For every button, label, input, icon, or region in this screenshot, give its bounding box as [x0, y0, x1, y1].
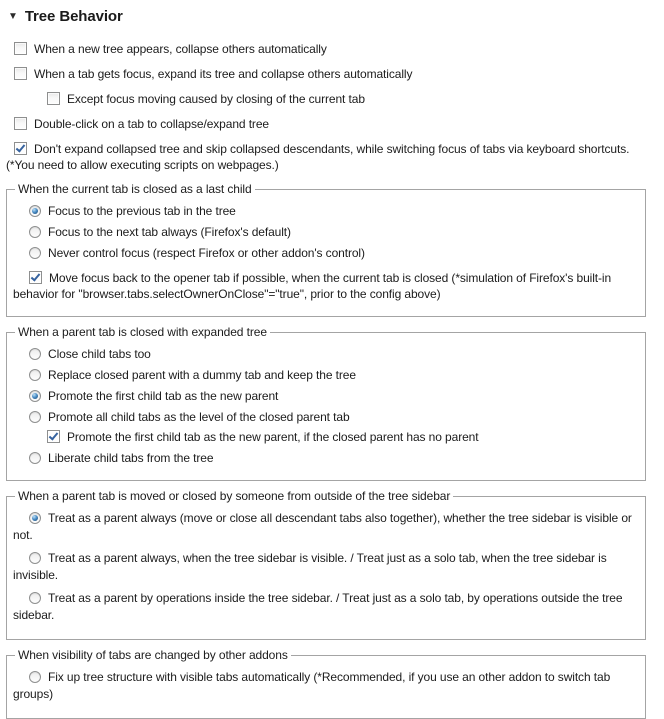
- group-parent-tab-closed-expanded-tree: [6, 325, 646, 481]
- radio-label[interactable]: Fix up tree structure with visible tabs automatically (*Recommended, if you use an other addon to switch tab groups): [13, 670, 611, 701]
- radio-row-promote-first-child[interactable]: [13, 388, 637, 404]
- radio-button[interactable]: [29, 205, 41, 217]
- checkbox-row-except-focus-on-close[interactable]: [6, 91, 648, 107]
- checkbox-label[interactable]: Promote the first child tab as the new parent, if the closed parent has no parent: [67, 430, 479, 444]
- radio-row-liberate-child-tabs[interactable]: [13, 450, 637, 466]
- checkbox[interactable]: [14, 67, 27, 80]
- radio-row-fix-up-tree-structure[interactable]: [13, 669, 637, 703]
- radio-row-treat-as-parent-always[interactable]: [13, 510, 637, 544]
- collapse-triangle-icon[interactable]: ▼: [8, 11, 18, 22]
- section-header: [8, 8, 648, 25]
- radio-button[interactable]: [29, 390, 41, 402]
- radio-row-treat-as-parent-inside-sidebar[interactable]: [13, 590, 637, 624]
- radio-button[interactable]: [29, 411, 41, 423]
- checkbox-label[interactable]: When a tab gets focus, expand its tree and collapse others automatically: [34, 67, 413, 81]
- radio-label[interactable]: Liberate child tabs from the tree: [48, 451, 214, 465]
- checkbox[interactable]: [47, 430, 60, 443]
- checkbox[interactable]: [29, 271, 42, 284]
- radio-row-focus-next-tab[interactable]: [13, 224, 637, 240]
- radio-button[interactable]: [29, 552, 41, 564]
- radio-label[interactable]: Never control focus (respect Firefox or other addon's control): [48, 246, 365, 260]
- checkbox-label[interactable]: Don't expand collapsed tree and skip collapsed descendants, while switching focus of tabs via keyboard shortcuts. (*You need to allow executing scripts on webpages.): [6, 142, 630, 172]
- group-current-tab-closed-as-last-child: [6, 182, 646, 317]
- radio-row-promote-all-children[interactable]: [13, 409, 637, 425]
- group-legend: When a parent tab is closed with expanded tree: [18, 325, 267, 339]
- radio-label[interactable]: Focus to the next tab always (Firefox's default): [48, 225, 291, 239]
- checkbox-row-expand-tree-on-focus[interactable]: [6, 66, 648, 82]
- radio-label[interactable]: Treat as a parent by operations inside the tree sidebar. / Treat just as a solo tab, by operations outside the tree sidebar.: [13, 591, 623, 622]
- group-legend: When visibility of tabs are changed by other addons: [18, 648, 288, 662]
- group-legend: When the current tab is closed as a last child: [18, 182, 252, 196]
- radio-button[interactable]: [29, 452, 41, 464]
- radio-label[interactable]: Promote the first child tab as the new parent: [48, 389, 279, 403]
- checkbox-row-move-focus-to-opener[interactable]: [13, 270, 637, 302]
- radio-label[interactable]: Treat as a parent always (move or close all descendant tabs also together), whether the tree sidebar is visible or not.: [13, 511, 632, 542]
- checkbox-label[interactable]: Except focus moving caused by closing of the current tab: [67, 92, 365, 106]
- radio-button[interactable]: [29, 592, 41, 604]
- group-parent-tab-moved-from-outside: [6, 489, 646, 640]
- checkbox-label[interactable]: Move focus back to the opener tab if possible, when the current tab is closed (*simulation of Firefox's built-in behavior for "browser.tabs.selectOwnerOnClose"="true", prior to the config above): [13, 271, 612, 301]
- radio-row-replace-with-dummy-tab[interactable]: [13, 367, 637, 383]
- checkbox[interactable]: [47, 92, 60, 105]
- radio-row-treat-as-parent-when-visible[interactable]: [13, 550, 637, 584]
- radio-button[interactable]: [29, 226, 41, 238]
- radio-label[interactable]: Treat as a parent always, when the tree sidebar is visible. / Treat just as a solo tab, when the tree sidebar is invisible.: [13, 551, 607, 582]
- checkbox[interactable]: [14, 117, 27, 130]
- radio-button[interactable]: [29, 512, 41, 524]
- group-tab-visibility-changed-by-addons: [6, 648, 646, 719]
- radio-label[interactable]: Focus to the previous tab in the tree: [48, 204, 236, 218]
- checkbox-row-collapse-others-on-new-tree[interactable]: [6, 41, 648, 57]
- radio-label[interactable]: Promote all child tabs as the level of the closed parent tab: [48, 410, 350, 424]
- radio-button[interactable]: [29, 369, 41, 381]
- radio-label[interactable]: Replace closed parent with a dummy tab and keep the tree: [48, 368, 356, 382]
- radio-row-never-control-focus[interactable]: [13, 245, 637, 261]
- checkbox-label[interactable]: Double-click on a tab to collapse/expand tree: [34, 117, 269, 131]
- radio-button[interactable]: [29, 247, 41, 259]
- radio-row-focus-previous-tab[interactable]: [13, 203, 637, 219]
- group-legend: When a parent tab is moved or closed by someone from outside of the tree sidebar: [18, 489, 451, 503]
- radio-button[interactable]: [29, 348, 41, 360]
- checkbox-row-double-click-collapse[interactable]: [6, 116, 648, 132]
- checkbox-label[interactable]: When a new tree appears, collapse others automatically: [34, 42, 327, 56]
- checkbox-row-dont-expand-collapsed-tree[interactable]: [6, 141, 648, 173]
- radio-row-close-child-tabs[interactable]: [13, 346, 637, 362]
- checkbox[interactable]: [14, 42, 27, 55]
- page-title: Tree Behavior: [24, 8, 123, 25]
- checkbox-row-promote-first-if-no-parent[interactable]: [13, 429, 637, 445]
- checkbox[interactable]: [14, 142, 27, 155]
- radio-label[interactable]: Close child tabs too: [48, 347, 151, 361]
- radio-button[interactable]: [29, 671, 41, 683]
